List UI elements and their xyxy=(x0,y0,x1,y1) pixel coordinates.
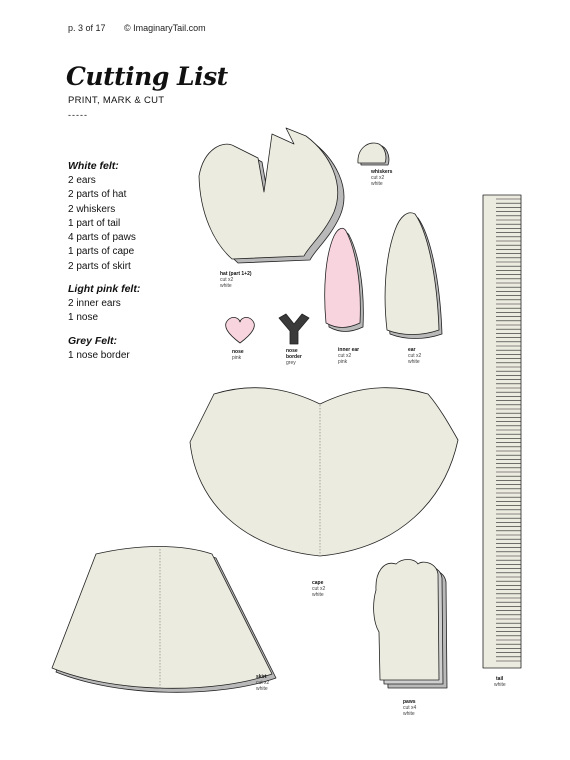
list-item: 1 part of tail xyxy=(68,217,121,229)
piece-info: cut x2 xyxy=(220,277,234,283)
piece-name: nose xyxy=(286,348,298,354)
piece-name: cape xyxy=(312,580,324,586)
label-tail xyxy=(494,676,506,688)
piece-info: white xyxy=(403,711,415,717)
piece-name: ear xyxy=(408,347,416,353)
list-item: 1 nose xyxy=(68,312,99,324)
list-item: 1 nose border xyxy=(68,349,130,361)
piece-info: pink xyxy=(338,359,348,365)
page-subtitle: PRINT, MARK & CUT xyxy=(68,95,165,106)
list-item: 4 parts of paws xyxy=(68,232,136,244)
inner-ear-piece xyxy=(325,228,364,331)
piece-name: inner ear xyxy=(338,347,360,353)
piece-info: cut x2 xyxy=(338,353,352,359)
piece-name: whiskers xyxy=(371,169,393,175)
hat-piece xyxy=(199,128,344,263)
cape-piece xyxy=(190,388,458,556)
ear-piece xyxy=(385,213,442,339)
label-whiskers xyxy=(370,169,393,187)
piece-name: skirt xyxy=(256,674,267,680)
piece-info: grey xyxy=(286,360,296,366)
paws-piece xyxy=(374,560,447,689)
list-item: 2 inner ears xyxy=(68,298,121,310)
piece-name: tail xyxy=(496,676,504,682)
label-nose xyxy=(232,349,244,361)
piece-info: white xyxy=(220,283,232,289)
piece-name: hat (part 1+2) xyxy=(220,271,252,277)
piece-info: white xyxy=(408,359,420,365)
title-divider: ----- xyxy=(68,110,88,120)
list-item: 2 parts of skirt xyxy=(68,260,131,272)
tail-piece xyxy=(483,195,521,668)
piece-info: border xyxy=(286,354,302,360)
piece-info: pink xyxy=(232,355,242,361)
whiskers-piece xyxy=(358,143,389,165)
piece-info: white xyxy=(371,181,383,187)
site-credit: © ImaginaryTail.com xyxy=(124,23,206,33)
label-inner-ear xyxy=(338,347,359,365)
list-item: 1 parts of cape xyxy=(68,246,135,258)
list-item: 2 parts of hat xyxy=(68,189,127,201)
group-title: White felt: xyxy=(68,160,119,172)
list-item: 2 whiskers xyxy=(68,203,116,215)
piece-info: white xyxy=(494,682,506,688)
piece-info: cut x2 xyxy=(371,175,385,181)
label-cape xyxy=(312,580,326,598)
page-title: Cutting List xyxy=(66,62,228,91)
list-item: 2 ears xyxy=(68,175,96,186)
label-ear xyxy=(408,347,422,365)
page-number: p. 3 of 17 xyxy=(68,23,106,33)
piece-info: cut x2 xyxy=(256,680,270,686)
piece-info: cut x4 xyxy=(403,705,417,711)
piece-info: white xyxy=(312,592,324,598)
piece-info: cut x2 xyxy=(408,353,422,359)
nose-border-piece xyxy=(279,314,309,344)
piece-info: cut x2 xyxy=(312,586,326,592)
skirt-piece xyxy=(52,547,276,693)
group-title: Grey Felt: xyxy=(68,334,118,347)
label-nose-border xyxy=(286,348,302,366)
nose-heart-piece xyxy=(226,317,255,343)
label-paws xyxy=(403,699,417,717)
label-hat xyxy=(220,271,252,289)
piece-name: paws xyxy=(403,699,416,705)
piece-info: white xyxy=(256,686,268,692)
group-title: Light pink felt: xyxy=(68,283,141,296)
piece-name: nose xyxy=(232,349,244,355)
